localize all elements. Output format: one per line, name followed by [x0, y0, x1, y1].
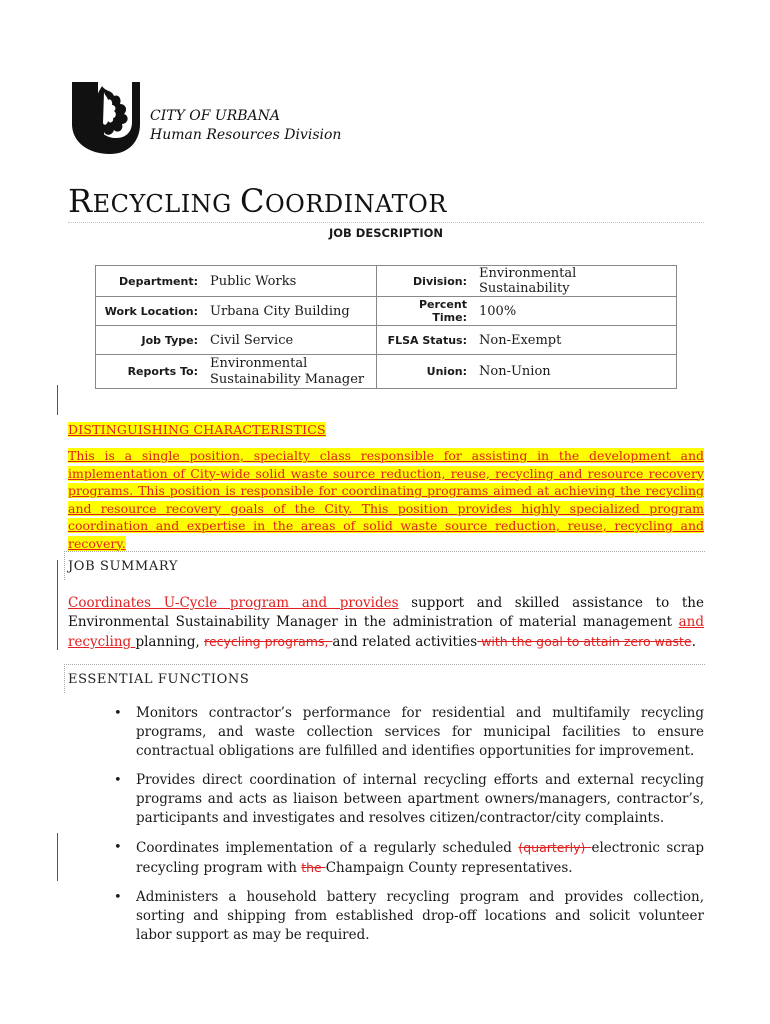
work-location-label: Work Location: — [96, 297, 205, 326]
page-title — [68, 182, 447, 220]
essential-functions-list — [68, 704, 704, 955]
distinguishing-heading: DISTINGUISHING CHARACTERISTICS — [68, 422, 326, 437]
union-label: Union: — [377, 355, 474, 389]
title-initial-r: R — [68, 182, 93, 220]
function-text: Administers a household battery recycling program and provides collection, sorting and shipping from established drop-off locations and solicit volunteer labor support as may be required. — [136, 889, 704, 943]
title-part-ecycling: ECYCLING — [92, 190, 240, 218]
bullet-icon: • — [114, 706, 122, 721]
job-summary-heading: JOB SUMMARY — [68, 559, 178, 574]
list-item — [114, 771, 704, 828]
bullet-icon: • — [114, 840, 122, 855]
job-type-value: Civil Service — [204, 326, 377, 355]
bullet-icon: • — [114, 773, 122, 788]
deleted-text: recycling programs, — [204, 634, 333, 649]
table-row — [96, 326, 677, 355]
function-text: Provides direct coordination of internal recycling efforts and external recycling programs and acts as liaison between apartment owners/managers, contractor’s, participants and investigates and resolves citizen/contractor/city complaints. — [136, 772, 704, 826]
work-location-value: Urbana City Building — [204, 297, 377, 326]
title-part-oordinator: OORDINATOR — [264, 190, 447, 218]
distinguishing-text: This is a single position, specialty class responsible for assisting in the development and implementation of City-wide solid waste source reduction, reuse, recycling and resource recovery programs. This position is responsible for coordinating programs aimed at achieving the recycling and resource recovery goals of the City. This position provides highly specialized program coordination and expertise in the areas of solid waste source reduction, reuse, recycling and recovery. — [68, 448, 704, 551]
reports-to-line2: Sustainability Manager — [210, 371, 365, 387]
summary-text: . — [691, 634, 696, 650]
deleted-text: (quarterly) — [518, 840, 592, 855]
title-divider — [68, 222, 704, 223]
function-text: Monitors contractor’s performance for residential and multifamily recycling programs, and waste collection services for municipal facilities to ensure contractual obligations are fulfilled and identifies opportunities for improvement. — [136, 705, 704, 759]
division-value: Environmental Sustainability — [473, 266, 677, 297]
inserted-text: Coordinates U-Cycle program and provides — [68, 595, 399, 611]
percent-time-value: 100% — [473, 297, 677, 326]
division-label: Division: — [377, 266, 474, 297]
job-info-table — [95, 265, 677, 389]
reports-to-label: Reports To: — [96, 355, 205, 389]
org-line-city: CITY OF URBANA — [150, 108, 281, 124]
summary-text: and related activities — [332, 634, 478, 650]
list-item — [114, 704, 704, 761]
change-bar — [57, 833, 58, 881]
job-description-label: JOB DESCRIPTION — [328, 226, 444, 240]
job-summary-paragraph — [68, 594, 704, 652]
reports-to-line1: Environmental — [210, 355, 308, 371]
function-text: Coordinates implementation of a regularly scheduled — [136, 840, 519, 856]
table-row — [96, 355, 677, 389]
bullet-icon: • — [114, 890, 122, 905]
percent-time-label: Percent Time: — [377, 297, 474, 326]
organization-name — [150, 107, 341, 145]
flsa-status-label: FLSA Status: — [377, 326, 474, 355]
inserted-text: and recycling — [68, 614, 704, 650]
department-label: Department: — [96, 266, 205, 297]
essential-functions-heading: ESSENTIAL FUNCTIONS — [68, 672, 250, 687]
title-initial-c: C — [239, 182, 265, 220]
union-value: Non-Union — [473, 355, 677, 389]
function-text: Champaign County representatives. — [325, 860, 573, 876]
summary-text: planning, — [135, 634, 205, 650]
table-row — [96, 297, 677, 326]
city-leaf-shield-logo-icon — [70, 82, 140, 154]
org-line-division: Human Resources Division — [150, 127, 342, 143]
summary-text: support and skilled assistance to the Environmental Sustainability Manager in the administration of material management — [68, 595, 704, 630]
department-value: Public Works — [204, 266, 377, 297]
deleted-text: with the goal to attain zero waste — [477, 634, 692, 649]
deleted-text: the — [301, 860, 326, 875]
change-bar — [57, 385, 58, 415]
reports-to-value — [204, 355, 377, 389]
change-bar — [57, 560, 58, 650]
list-item — [114, 888, 704, 945]
table-row — [96, 266, 677, 297]
list-item — [114, 838, 704, 878]
flsa-status-value: Non-Exempt — [473, 326, 677, 355]
distinguishing-paragraph — [68, 447, 704, 552]
function-text: electronic scrap recycling program with — [136, 840, 704, 876]
job-type-label: Job Type: — [96, 326, 205, 355]
